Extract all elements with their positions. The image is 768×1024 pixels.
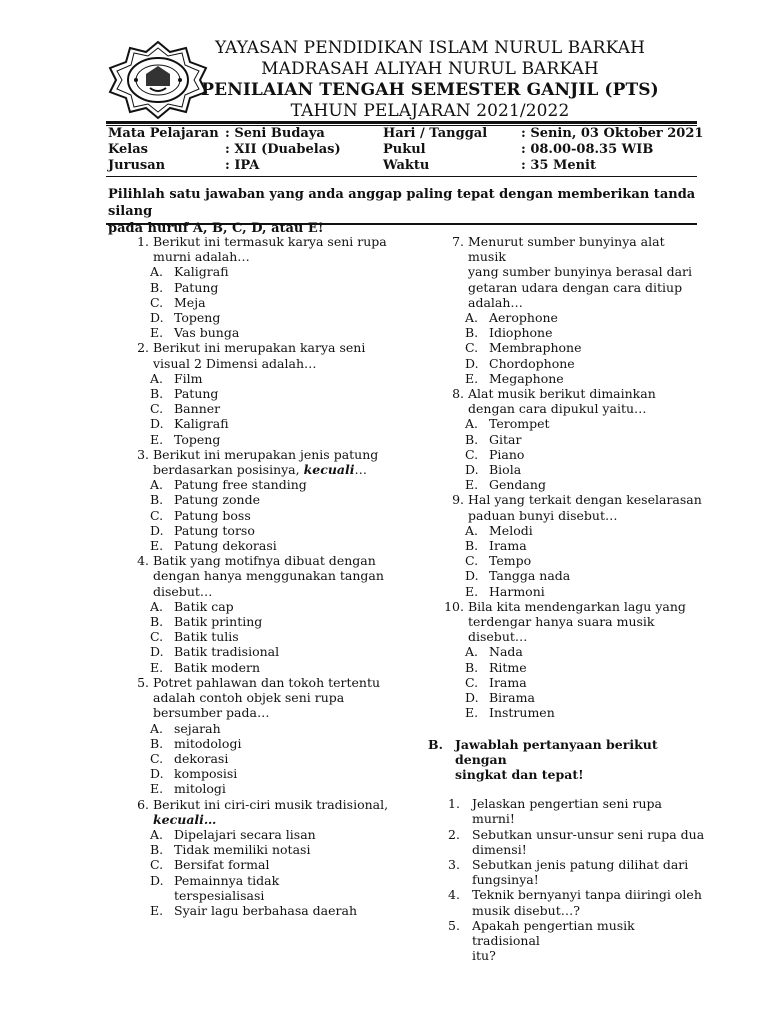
option-item — [129, 432, 419, 447]
option-letter: A. — [150, 826, 164, 842]
essay-question — [444, 796, 706, 826]
question-number: 4. — [448, 887, 460, 903]
option-item — [444, 340, 706, 355]
option-letter: A. — [465, 522, 479, 538]
question-text-part: berdasarkan posisinya, — [153, 462, 304, 478]
option-item — [129, 401, 419, 416]
option-text: Banner — [174, 401, 221, 417]
option-letter: C. — [150, 750, 164, 766]
option-item — [129, 280, 419, 295]
instruction-divider — [106, 223, 697, 225]
option-text: Aerophone — [489, 310, 558, 326]
option-item — [129, 903, 419, 918]
option-letter: B. — [150, 492, 164, 508]
option-letter: C. — [465, 674, 479, 690]
option-letter: D. — [465, 568, 479, 584]
duration-value: : 35 Menit — [521, 158, 596, 173]
option-letter: A. — [150, 477, 164, 493]
question-text: murni adalah… — [153, 249, 250, 265]
question-number: 6. — [137, 796, 149, 812]
option-letter: A. — [150, 720, 164, 736]
option-text: Piano — [489, 446, 525, 462]
option-item — [129, 721, 419, 736]
essay-question — [444, 827, 706, 857]
option-item — [129, 325, 419, 340]
option-item — [129, 736, 419, 751]
question-text: bersumber pada… — [153, 705, 270, 721]
option-text: Batik tradisional — [174, 644, 280, 660]
option-letter: B. — [465, 325, 479, 341]
option-letter: E. — [150, 325, 164, 341]
option-item — [129, 781, 419, 796]
question-number: 2. — [137, 340, 149, 356]
option-letter: B. — [150, 735, 164, 751]
option-text: terspesialisasi — [174, 887, 265, 903]
option-letter: C. — [465, 340, 479, 356]
option-text: Nada — [489, 644, 523, 660]
option-item — [129, 629, 419, 644]
question-text: Sebutkan jenis patung dilihat dari — [472, 856, 689, 872]
question-item — [129, 234, 419, 264]
question-item — [129, 797, 419, 827]
question-text: terdengar hanya suara musik — [468, 614, 655, 630]
subject-label: Mata Pelajaran — [108, 126, 219, 141]
question-number: 7. — [452, 234, 464, 249]
option-text: Film — [174, 370, 203, 386]
option-letter: B. — [150, 279, 164, 295]
option-item — [444, 538, 706, 553]
option-item — [444, 310, 706, 325]
option-text: Patung torso — [174, 522, 255, 538]
question-text: getaran udara dengan cara ditiup — [468, 279, 683, 295]
question-number: 5. — [448, 917, 460, 933]
option-letter: C. — [465, 553, 479, 569]
question-number: 8. — [452, 386, 464, 402]
option-letter: A. — [465, 310, 479, 326]
question-item — [444, 234, 706, 310]
option-text: Irama — [489, 674, 527, 690]
option-text: Instrumen — [489, 705, 555, 721]
option-item — [129, 766, 419, 781]
major-value: : IPA — [225, 158, 260, 173]
option-item — [129, 477, 419, 492]
option-text: Tangga nada — [489, 568, 571, 584]
option-text: Patung boss — [174, 507, 251, 523]
option-text: Topeng — [174, 310, 221, 326]
day-date-label: Hari / Tanggal — [383, 126, 488, 141]
option-letter: D. — [150, 644, 164, 660]
question-text: Berikut ini merupakan jenis patung — [153, 446, 379, 462]
question-text: Bila kita mendengarkan lagu yang — [468, 598, 686, 614]
option-item — [129, 857, 419, 872]
option-letter: B. — [465, 659, 479, 675]
foundation-name: YAYASAN PENDIDIKAN ISLAM NURUL BARKAH — [215, 38, 645, 58]
question-number: 1. — [448, 796, 460, 812]
info-row — [108, 158, 698, 174]
option-text: Kaligrafi — [174, 416, 229, 432]
option-letter: C. — [150, 857, 164, 873]
question-item — [444, 599, 706, 645]
option-text: Bersifat formal — [174, 857, 270, 873]
class-label: Kelas — [108, 142, 148, 157]
option-item — [444, 447, 706, 462]
question-item — [444, 386, 706, 416]
option-item — [129, 827, 419, 842]
question-number: 1. — [137, 234, 149, 249]
option-letter: C. — [465, 446, 479, 462]
left-column — [129, 234, 419, 918]
option-text: Batik tulis — [174, 629, 239, 645]
option-item — [129, 873, 419, 903]
option-letter: D. — [150, 416, 164, 432]
option-text: Megaphone — [489, 370, 564, 386]
info-divider — [106, 176, 697, 177]
question-item — [129, 447, 419, 477]
option-letter: D. — [465, 462, 479, 478]
question-text: disebut… — [153, 583, 213, 599]
option-letter: E. — [150, 902, 164, 918]
essay-question — [444, 918, 706, 964]
option-item — [444, 477, 706, 492]
header-divider-thick — [106, 121, 697, 124]
question-number: 5. — [137, 674, 149, 690]
subject-value: : Seni Budaya — [225, 126, 325, 141]
option-letter: A. — [465, 644, 479, 660]
question-text: paduan bunyi disebut… — [468, 507, 618, 523]
option-letter: E. — [465, 370, 479, 386]
option-item — [129, 310, 419, 325]
option-item — [444, 675, 706, 690]
option-text: Patung free standing — [174, 477, 307, 493]
essay-question — [444, 857, 706, 887]
question-number: 4. — [137, 553, 149, 569]
day-date-value: : Senin, 03 Oktober 2021 — [521, 126, 704, 141]
duration-label: Waktu — [383, 158, 430, 173]
question-text: Teknik bernyanyi tanpa diiringi oleh — [472, 887, 702, 903]
question-text: Sebutkan unsur-unsur seni rupa dua — [472, 826, 705, 842]
instruction-line: pada huruf A, B, C, D, atau E! — [108, 221, 324, 236]
essay-question — [444, 887, 706, 917]
question-text: itu? — [472, 948, 496, 964]
question-text: dengan hanya menggunakan tangan — [153, 568, 384, 584]
option-text: Batik modern — [174, 659, 261, 675]
option-letter: D. — [150, 766, 164, 782]
option-item — [444, 690, 706, 705]
option-item — [129, 295, 419, 310]
option-item — [444, 523, 706, 538]
question-text: yang sumber bunyinya berasal dari — [468, 264, 692, 280]
section-heading-text: singkat dan tepat! — [455, 766, 584, 782]
question-text: Berikut ini ciri-ciri musik tradisional, — [153, 796, 389, 812]
option-item — [444, 462, 706, 477]
option-text: dekorasi — [174, 750, 229, 766]
option-letter: B. — [465, 538, 479, 554]
time-label: Pukul — [383, 142, 426, 157]
section-b-heading — [428, 737, 706, 783]
option-item — [129, 386, 419, 401]
question-item — [129, 553, 419, 599]
option-text: Biola — [489, 462, 522, 478]
question-text: Menurut sumber bunyinya alat musik — [468, 234, 665, 265]
option-text: Batik cap — [174, 598, 234, 614]
option-item — [444, 568, 706, 583]
instruction-line: Pilihlah satu jawaban yang anda anggap paling tepat dengan memberikan tanda silang — [108, 187, 696, 219]
emphasis-text: kecuali — [303, 462, 355, 478]
question-item — [129, 340, 419, 370]
school-logo-seal — [106, 40, 210, 120]
option-text: Batik printing — [174, 614, 263, 630]
option-text: Harmoni — [489, 583, 545, 599]
option-item — [129, 660, 419, 675]
time-value: : 08.00-08.35 WIB — [521, 142, 654, 157]
option-text: Topeng — [174, 431, 221, 447]
option-item — [129, 614, 419, 629]
option-letter: A. — [150, 598, 164, 614]
option-text: Patung zonde — [174, 492, 260, 508]
option-letter: B. — [150, 386, 164, 402]
option-text: Idiophone — [489, 325, 553, 341]
option-letter: D. — [150, 310, 164, 326]
option-letter: A. — [465, 416, 479, 432]
question-text: adalah… — [468, 294, 523, 310]
letterhead — [200, 38, 660, 122]
option-letter: A. — [150, 370, 164, 386]
option-text: Terompet — [489, 416, 550, 432]
option-text: Syair lagu berbahasa daerah — [174, 902, 358, 918]
option-text: Melodi — [489, 522, 533, 538]
question-text: adalah contoh objek seni rupa — [153, 690, 345, 706]
option-text: Birama — [489, 690, 535, 706]
option-item — [129, 264, 419, 279]
option-item — [444, 660, 706, 675]
question-text: Jelaskan pengertian seni rupa murni! — [472, 796, 662, 827]
option-item — [129, 492, 419, 507]
option-text: Patung — [174, 279, 219, 295]
question-text: musik disebut…? — [472, 902, 580, 918]
option-item — [129, 644, 419, 659]
question-text: Berikut ini termasuk karya seni rupa — [153, 234, 387, 249]
option-letter: C. — [150, 401, 164, 417]
question-item — [129, 675, 419, 721]
option-letter: E. — [150, 538, 164, 554]
section-letter: B. — [428, 736, 443, 752]
question-number: 2. — [448, 826, 460, 842]
question-text: dengan cara dipukul yaitu… — [468, 401, 647, 417]
option-text: mitodologi — [174, 735, 242, 751]
option-letter: A. — [150, 264, 164, 280]
option-item — [444, 356, 706, 371]
option-text: Meja — [174, 294, 206, 310]
option-text: Pemainnya tidak — [174, 872, 280, 888]
question-number: 10. — [444, 598, 464, 614]
question-text — [153, 462, 419, 477]
option-letter: E. — [465, 705, 479, 721]
option-letter: E. — [150, 431, 164, 447]
question-text: fungsinya! — [472, 872, 539, 888]
option-item — [129, 508, 419, 523]
option-letter: D. — [465, 355, 479, 371]
option-text: Vas bunga — [174, 325, 240, 341]
option-text: mitologi — [174, 781, 226, 797]
option-letter: B. — [465, 431, 479, 447]
option-item — [444, 371, 706, 386]
option-letter: B. — [150, 614, 164, 630]
emphasis-text: kecuali… — [153, 811, 217, 827]
option-item — [129, 523, 419, 538]
option-item — [129, 842, 419, 857]
option-letter: C. — [150, 629, 164, 645]
option-letter: E. — [150, 659, 164, 675]
option-item — [129, 599, 419, 614]
info-row — [108, 126, 704, 142]
info-row — [108, 142, 698, 158]
option-item — [129, 538, 419, 553]
school-name: MADRASAH ALIYAH NURUL BARKAH — [261, 59, 599, 79]
option-text: Chordophone — [489, 355, 575, 371]
question-text-part: … — [354, 462, 368, 478]
option-letter: D. — [465, 690, 479, 706]
question-text: Berikut ini merupakan karya seni — [153, 340, 366, 356]
option-text: Patung — [174, 386, 219, 402]
option-letter: D. — [150, 522, 164, 538]
option-text: Ritme — [489, 659, 527, 675]
option-item — [444, 432, 706, 447]
question-number: 3. — [448, 856, 460, 872]
option-text: komposisi — [174, 766, 238, 782]
option-text: Patung dekorasi — [174, 538, 277, 554]
option-item — [444, 705, 706, 720]
section-heading-text: Jawablah pertanyaan berikut dengan — [455, 736, 658, 767]
question-text: Batik yang motifnya dibuat dengan — [153, 553, 376, 569]
option-letter: C. — [150, 507, 164, 523]
question-text: disebut… — [468, 629, 528, 645]
option-text: Dipelajari secara lisan — [174, 826, 316, 842]
option-item — [129, 416, 419, 431]
major-label: Jurusan — [108, 158, 166, 173]
option-text: sejarah — [174, 720, 221, 736]
question-text: dimensi! — [472, 841, 527, 857]
option-text: Membraphone — [489, 340, 582, 356]
exam-info-table — [108, 126, 704, 174]
option-text: Irama — [489, 538, 527, 554]
option-letter: E. — [465, 583, 479, 599]
exam-title: PENILAIAN TENGAH SEMESTER GANJIL (PTS) — [201, 80, 659, 100]
option-item — [129, 751, 419, 766]
option-item — [444, 553, 706, 568]
question-number: 9. — [452, 492, 464, 508]
question-text: Potret pahlawan dan tokoh tertentu — [153, 674, 381, 690]
question-number: 3. — [137, 446, 149, 462]
option-text: Tidak memiliki notasi — [174, 842, 311, 858]
option-item — [444, 416, 706, 431]
question-text: visual 2 Dimensi adalah… — [153, 355, 317, 371]
option-text: Gitar — [489, 431, 522, 447]
option-item — [129, 371, 419, 386]
option-letter: E. — [465, 477, 479, 493]
question-text: Hal yang terkait dengan keselarasan — [468, 492, 702, 508]
instructions — [108, 186, 698, 237]
question-text: Apakah pengertian musik tradisional — [472, 917, 635, 948]
right-column — [428, 234, 706, 964]
class-value: : XII (Duabelas) — [225, 142, 341, 157]
question-text: Alat musik berikut dimainkan — [468, 386, 656, 402]
option-letter: E. — [150, 781, 164, 797]
option-item — [444, 644, 706, 659]
academic-year: TAHUN PELAJARAN 2021/2022 — [290, 101, 570, 121]
question-item — [444, 492, 706, 522]
option-letter: C. — [150, 294, 164, 310]
option-item — [444, 325, 706, 340]
option-letter: D. — [150, 872, 164, 888]
option-text: Gendang — [489, 477, 546, 493]
option-letter: B. — [150, 842, 164, 858]
option-item — [444, 584, 706, 599]
option-text: Tempo — [489, 553, 532, 569]
option-text: Kaligrafi — [174, 264, 229, 280]
